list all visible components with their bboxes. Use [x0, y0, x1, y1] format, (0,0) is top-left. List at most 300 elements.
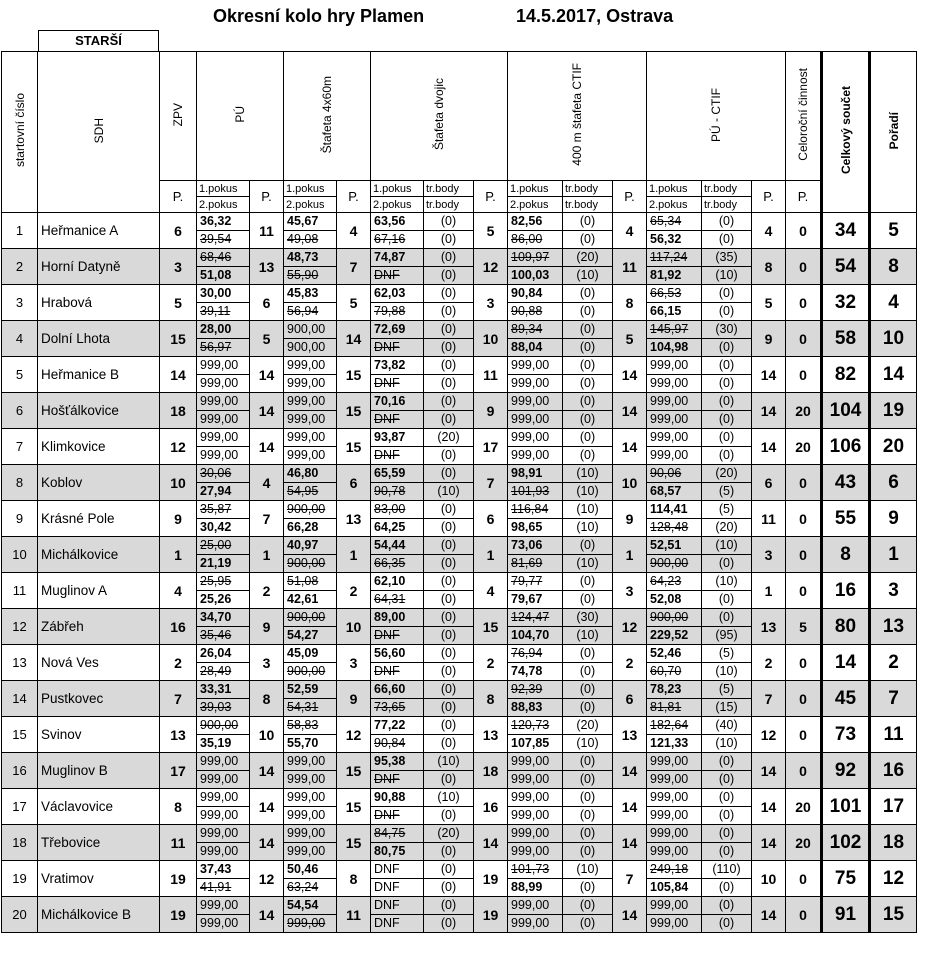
ctif-penalty-1: (10)	[563, 465, 613, 483]
table-row	[2, 681, 917, 699]
pu-attempt-1: 999,00	[197, 429, 250, 447]
dvojic-penalty-1: (0)	[424, 249, 474, 267]
header-p-zpv: P.	[160, 181, 197, 213]
stafeta-place: 15	[337, 825, 371, 861]
table-row	[2, 789, 917, 807]
stafeta-place: 15	[337, 753, 371, 789]
table-row	[2, 321, 917, 339]
zpv-place: 15	[160, 321, 197, 357]
dvojic-place: 19	[474, 861, 508, 897]
pu-ctif-attempt-1: 999,00	[647, 897, 702, 915]
dvojic-penalty-1: (10)	[424, 789, 474, 807]
stafeta-attempt-2: 900,00	[284, 339, 337, 357]
start-number: 9	[2, 501, 38, 537]
zpv-place: 3	[160, 249, 197, 285]
final-rank: 13	[870, 609, 917, 645]
start-number: 4	[2, 321, 38, 357]
pu-ctif-penalty-1: (40)	[702, 717, 752, 735]
ctif-penalty-1: (0)	[563, 681, 613, 699]
ctif-penalty-1: (0)	[563, 897, 613, 915]
pu-ctif-penalty-1: (0)	[702, 429, 752, 447]
pu-ctif-place: 14	[752, 357, 786, 393]
ctif-place: 7	[613, 861, 647, 897]
stafeta-place: 7	[337, 249, 371, 285]
stafeta-attempt-2: 66,28	[284, 519, 337, 537]
dvojic-penalty-2: (0)	[424, 267, 474, 285]
ctif-place: 3	[613, 573, 647, 609]
final-rank: 4	[870, 285, 917, 321]
pu-ctif-penalty-1: (0)	[702, 285, 752, 303]
ctif-penalty-2: (0)	[563, 663, 613, 681]
stafeta-attempt-1: 999,00	[284, 429, 337, 447]
pu-attempt-1: 68,46	[197, 249, 250, 267]
pu-attempt-1: 28,00	[197, 321, 250, 339]
stafeta-attempt-2: 49,08	[284, 231, 337, 249]
start-number: 18	[2, 825, 38, 861]
dvojic-place: 1	[474, 537, 508, 573]
dvojic-penalty-1: (0)	[424, 573, 474, 591]
final-rank: 12	[870, 861, 917, 897]
pu-ctif-penalty-2: (15)	[702, 699, 752, 717]
final-rank: 7	[870, 681, 917, 717]
final-rank: 16	[870, 753, 917, 789]
pu-ctif-attempt-1: 114,41	[647, 501, 702, 519]
ctif-penalty-2: (0)	[563, 771, 613, 789]
team-name: Vratimov	[38, 861, 160, 897]
table-row	[2, 897, 917, 915]
celorocni-points: 0	[786, 285, 822, 321]
pu-attempt-1: 999,00	[197, 357, 250, 375]
dvojic-attempt-2: DNF	[371, 375, 424, 393]
pu-ctif-penalty-2: (0)	[702, 771, 752, 789]
celorocni-points: 0	[786, 357, 822, 393]
dvojic-place: 7	[474, 465, 508, 501]
pu-place: 14	[250, 753, 284, 789]
stafeta-attempt-2: 999,00	[284, 447, 337, 465]
stafeta-attempt-1: 58,83	[284, 717, 337, 735]
final-rank: 2	[870, 645, 917, 681]
pu-ctif-attempt-2: 105,84	[647, 879, 702, 897]
stafeta-attempt-2: 999,00	[284, 411, 337, 429]
pu-ctif-attempt-2: 999,00	[647, 447, 702, 465]
dvojic-penalty-2: (0)	[424, 447, 474, 465]
dvojic-attempt-2: 80,75	[371, 843, 424, 861]
pu-place: 4	[250, 465, 284, 501]
total-sum: 43	[822, 465, 870, 501]
pu-ctif-penalty-2: (0)	[702, 555, 752, 573]
pu-ctif-place: 6	[752, 465, 786, 501]
start-number: 15	[2, 717, 38, 753]
header-trbody: tr.body	[563, 181, 613, 197]
stafeta-attempt-1: 40,97	[284, 537, 337, 555]
stafeta-attempt-1: 999,00	[284, 789, 337, 807]
total-sum: 80	[822, 609, 870, 645]
ctif-penalty-2: (10)	[563, 555, 613, 573]
pu-attempt-2: 999,00	[197, 375, 250, 393]
header-stafeta-dvojic: Štafeta dvojic	[371, 52, 508, 181]
pu-ctif-penalty-1: (110)	[702, 861, 752, 879]
ctif-attempt-1: 116,84	[508, 501, 563, 519]
ctif-penalty-2: (0)	[563, 807, 613, 825]
pu-ctif-penalty-1: (0)	[702, 897, 752, 915]
zpv-place: 12	[160, 429, 197, 465]
pu-attempt-1: 999,00	[197, 753, 250, 771]
dvojic-penalty-1: (0)	[424, 357, 474, 375]
ctif-place: 14	[613, 753, 647, 789]
stafeta-attempt-1: 46,80	[284, 465, 337, 483]
stafeta-attempt-1: 51,08	[284, 573, 337, 591]
dvojic-penalty-2: (0)	[424, 339, 474, 357]
ctif-penalty-1: (30)	[563, 609, 613, 627]
dvojic-penalty-2: (0)	[424, 843, 474, 861]
ctif-attempt-1: 120,73	[508, 717, 563, 735]
pu-ctif-penalty-2: (0)	[702, 375, 752, 393]
ctif-attempt-2: 88,04	[508, 339, 563, 357]
stafeta-attempt-2: 900,00	[284, 555, 337, 573]
header-trbody: tr.body	[424, 181, 474, 197]
pu-ctif-attempt-1: 52,46	[647, 645, 702, 663]
dvojic-penalty-1: (0)	[424, 645, 474, 663]
ctif-penalty-2: (0)	[563, 843, 613, 861]
pu-attempt-2: 30,42	[197, 519, 250, 537]
pu-attempt-2: 999,00	[197, 447, 250, 465]
dvojic-attempt-1: 83,00	[371, 501, 424, 519]
pu-ctif-place: 14	[752, 897, 786, 933]
stafeta-attempt-1: 900,00	[284, 609, 337, 627]
ctif-place: 13	[613, 717, 647, 753]
final-rank: 1	[870, 537, 917, 573]
pu-ctif-penalty-2: (5)	[702, 483, 752, 501]
header-celorocni: Celoroční činnost	[786, 52, 822, 181]
ctif-penalty-1: (0)	[563, 537, 613, 555]
pu-ctif-attempt-2: 52,08	[647, 591, 702, 609]
celorocni-points: 20	[786, 789, 822, 825]
start-number: 1	[2, 213, 38, 249]
pu-ctif-place: 9	[752, 321, 786, 357]
ctif-penalty-1: (10)	[563, 501, 613, 519]
dvojic-penalty-2: (0)	[424, 231, 474, 249]
header-p-pu-ctif: P.	[752, 181, 786, 213]
pu-ctif-attempt-2: 68,57	[647, 483, 702, 501]
stafeta-attempt-1: 52,59	[284, 681, 337, 699]
stafeta-attempt-2: 55,90	[284, 267, 337, 285]
total-sum: 8	[822, 537, 870, 573]
dvojic-place: 6	[474, 501, 508, 537]
dvojic-penalty-1: (0)	[424, 537, 474, 555]
header-pokus2: 2.pokus	[647, 197, 702, 213]
ctif-attempt-2: 100,03	[508, 267, 563, 285]
dvojic-place: 8	[474, 681, 508, 717]
ctif-attempt-1: 73,06	[508, 537, 563, 555]
total-sum: 104	[822, 393, 870, 429]
pu-attempt-2: 39,11	[197, 303, 250, 321]
category-label: STARŠÍ	[38, 30, 159, 51]
celorocni-points: 0	[786, 861, 822, 897]
start-number: 2	[2, 249, 38, 285]
pu-place: 6	[250, 285, 284, 321]
dvojic-attempt-1: 90,88	[371, 789, 424, 807]
ctif-penalty-1: (0)	[563, 825, 613, 843]
ctif-attempt-1: 82,56	[508, 213, 563, 231]
pu-ctif-penalty-2: (10)	[702, 267, 752, 285]
ctif-place: 2	[613, 645, 647, 681]
pu-ctif-attempt-2: 999,00	[647, 411, 702, 429]
total-sum: 45	[822, 681, 870, 717]
pu-ctif-place: 7	[752, 681, 786, 717]
zpv-place: 8	[160, 789, 197, 825]
pu-ctif-attempt-1: 999,00	[647, 357, 702, 375]
dvojic-attempt-2: DNF	[371, 879, 424, 897]
team-name: Michálkovice B	[38, 897, 160, 933]
ctif-penalty-1: (10)	[563, 861, 613, 879]
ctif-penalty-2: (0)	[563, 303, 613, 321]
table-row	[2, 573, 917, 591]
dvojic-place: 11	[474, 357, 508, 393]
start-number: 19	[2, 861, 38, 897]
team-name: Pustkovec	[38, 681, 160, 717]
ctif-attempt-2: 86,00	[508, 231, 563, 249]
header-p-stafeta: P.	[337, 181, 371, 213]
ctif-attempt-2: 81,69	[508, 555, 563, 573]
dvojic-penalty-2: (0)	[424, 303, 474, 321]
ctif-attempt-1: 999,00	[508, 429, 563, 447]
pu-attempt-1: 34,70	[197, 609, 250, 627]
dvojic-attempt-1: 72,69	[371, 321, 424, 339]
team-name: Zábřeh	[38, 609, 160, 645]
total-sum: 73	[822, 717, 870, 753]
dvojic-penalty-1: (0)	[424, 393, 474, 411]
pu-ctif-attempt-1: 999,00	[647, 393, 702, 411]
stafeta-place: 6	[337, 465, 371, 501]
dvojic-attempt-2: 64,31	[371, 591, 424, 609]
final-rank: 9	[870, 501, 917, 537]
dvojic-attempt-1: 73,82	[371, 357, 424, 375]
ctif-penalty-1: (0)	[563, 357, 613, 375]
start-number: 8	[2, 465, 38, 501]
pu-place: 1	[250, 537, 284, 573]
stafeta-attempt-2: 999,00	[284, 375, 337, 393]
celorocni-points: 0	[786, 753, 822, 789]
pu-ctif-attempt-1: 999,00	[647, 825, 702, 843]
team-name: Hrabová	[38, 285, 160, 321]
stafeta-place: 2	[337, 573, 371, 609]
zpv-place: 17	[160, 753, 197, 789]
table-row	[2, 645, 917, 663]
stafeta-attempt-1: 999,00	[284, 393, 337, 411]
ctif-attempt-2: 90,88	[508, 303, 563, 321]
stafeta-attempt-1: 50,46	[284, 861, 337, 879]
ctif-penalty-2: (0)	[563, 699, 613, 717]
pu-attempt-2: 51,08	[197, 267, 250, 285]
final-rank: 20	[870, 429, 917, 465]
dvojic-penalty-2: (0)	[424, 591, 474, 609]
pu-attempt-1: 37,43	[197, 861, 250, 879]
pu-ctif-attempt-1: 90,06	[647, 465, 702, 483]
pu-ctif-penalty-2: (10)	[702, 663, 752, 681]
pu-attempt-2: 999,00	[197, 411, 250, 429]
table-row	[2, 717, 917, 735]
pu-place: 13	[250, 249, 284, 285]
dvojic-penalty-1: (0)	[424, 285, 474, 303]
pu-place: 12	[250, 861, 284, 897]
ctif-penalty-1: (0)	[563, 573, 613, 591]
dvojic-attempt-1: 63,56	[371, 213, 424, 231]
header-pokus2: 2.pokus	[371, 197, 424, 213]
zpv-place: 19	[160, 897, 197, 933]
header-p-celorocni: P.	[786, 181, 822, 213]
total-sum: 75	[822, 861, 870, 897]
table-row	[2, 861, 917, 879]
dvojic-place: 3	[474, 285, 508, 321]
ctif-attempt-2: 74,78	[508, 663, 563, 681]
pu-attempt-2: 999,00	[197, 843, 250, 861]
celorocni-points: 20	[786, 393, 822, 429]
pu-ctif-attempt-2: 229,52	[647, 627, 702, 645]
ctif-penalty-2: (10)	[563, 735, 613, 753]
event-date: 14.5.2017, Ostrava	[516, 6, 674, 26]
pu-ctif-penalty-2: (0)	[702, 339, 752, 357]
ctif-penalty-1: (0)	[563, 789, 613, 807]
pu-ctif-penalty-2: (0)	[702, 915, 752, 933]
ctif-attempt-1: 98,91	[508, 465, 563, 483]
ctif-penalty-2: (0)	[563, 447, 613, 465]
pu-attempt-1: 33,31	[197, 681, 250, 699]
stafeta-attempt-1: 45,09	[284, 645, 337, 663]
dvojic-penalty-2: (0)	[424, 411, 474, 429]
pu-ctif-attempt-1: 999,00	[647, 789, 702, 807]
ctif-penalty-1: (0)	[563, 645, 613, 663]
pu-ctif-penalty-2: (0)	[702, 879, 752, 897]
ctif-attempt-2: 999,00	[508, 915, 563, 933]
ctif-penalty-2: (10)	[563, 627, 613, 645]
ctif-place: 11	[613, 249, 647, 285]
stafeta-place: 4	[337, 213, 371, 249]
pu-ctif-place: 2	[752, 645, 786, 681]
dvojic-attempt-2: 90,78	[371, 483, 424, 501]
pu-ctif-place: 10	[752, 861, 786, 897]
pu-ctif-attempt-2: 104,98	[647, 339, 702, 357]
zpv-place: 19	[160, 861, 197, 897]
zpv-place: 13	[160, 717, 197, 753]
pu-place: 14	[250, 789, 284, 825]
ctif-penalty-1: (0)	[563, 753, 613, 771]
pu-ctif-attempt-1: 66,53	[647, 285, 702, 303]
pu-attempt-1: 999,00	[197, 825, 250, 843]
pu-ctif-penalty-1: (0)	[702, 393, 752, 411]
dvojic-attempt-1: 70,16	[371, 393, 424, 411]
pu-place: 14	[250, 393, 284, 429]
dvojic-attempt-2: 73,65	[371, 699, 424, 717]
pu-attempt-2: 39,54	[197, 231, 250, 249]
pu-ctif-place: 11	[752, 501, 786, 537]
stafeta-attempt-1: 900,00	[284, 321, 337, 339]
stafeta-place: 1	[337, 537, 371, 573]
ctif-attempt-2: 88,83	[508, 699, 563, 717]
pu-ctif-penalty-2: (20)	[702, 519, 752, 537]
pu-ctif-penalty-1: (0)	[702, 357, 752, 375]
stafeta-place: 15	[337, 393, 371, 429]
pu-attempt-1: 26,04	[197, 645, 250, 663]
pu-attempt-1: 900,00	[197, 717, 250, 735]
ctif-place: 14	[613, 789, 647, 825]
start-number: 5	[2, 357, 38, 393]
pu-place: 14	[250, 357, 284, 393]
pu-attempt-1: 36,32	[197, 213, 250, 231]
start-number: 7	[2, 429, 38, 465]
pu-ctif-place: 1	[752, 573, 786, 609]
pu-attempt-2: 35,46	[197, 627, 250, 645]
dvojic-penalty-1: (0)	[424, 609, 474, 627]
pu-ctif-attempt-2: 128,48	[647, 519, 702, 537]
pu-ctif-attempt-2: 900,00	[647, 555, 702, 573]
header-pokus2: 2.pokus	[197, 197, 250, 213]
ctif-place: 9	[613, 501, 647, 537]
pu-ctif-attempt-1: 999,00	[647, 429, 702, 447]
dvojic-penalty-2: (0)	[424, 375, 474, 393]
final-rank: 17	[870, 789, 917, 825]
header-pokus2: 2.pokus	[508, 197, 563, 213]
dvojic-attempt-2: DNF	[371, 267, 424, 285]
ctif-penalty-1: (0)	[563, 321, 613, 339]
pu-ctif-attempt-1: 999,00	[647, 753, 702, 771]
ctif-penalty-2: (10)	[563, 267, 613, 285]
dvojic-penalty-1: (0)	[424, 465, 474, 483]
ctif-penalty-2: (0)	[563, 231, 613, 249]
pu-ctif-penalty-1: (0)	[702, 789, 752, 807]
stafeta-attempt-2: 999,00	[284, 843, 337, 861]
ctif-attempt-2: 999,00	[508, 447, 563, 465]
table-row	[2, 609, 917, 627]
dvojic-penalty-2: (0)	[424, 519, 474, 537]
total-sum: 58	[822, 321, 870, 357]
pu-ctif-attempt-2: 999,00	[647, 807, 702, 825]
zpv-place: 10	[160, 465, 197, 501]
stafeta-attempt-2: 63,24	[284, 879, 337, 897]
ctif-attempt-1: 999,00	[508, 357, 563, 375]
page-title: Okresní kolo hry Plamen	[213, 6, 425, 26]
pu-attempt-2: 999,00	[197, 771, 250, 789]
team-name: Heřmanice B	[38, 357, 160, 393]
pu-ctif-penalty-2: (0)	[702, 591, 752, 609]
dvojic-place: 9	[474, 393, 508, 429]
pu-ctif-attempt-2: 81,92	[647, 267, 702, 285]
dvojic-place: 17	[474, 429, 508, 465]
dvojic-attempt-1: 74,87	[371, 249, 424, 267]
header-pokus1: 1.pokus	[508, 181, 563, 197]
pu-place: 2	[250, 573, 284, 609]
stafeta-attempt-1: 999,00	[284, 357, 337, 375]
ctif-penalty-2: (0)	[563, 879, 613, 897]
final-rank: 19	[870, 393, 917, 429]
dvojic-penalty-1: (0)	[424, 681, 474, 699]
ctif-penalty-1: (0)	[563, 213, 613, 231]
pu-ctif-place: 5	[752, 285, 786, 321]
pu-ctif-penalty-1: (20)	[702, 465, 752, 483]
start-number: 14	[2, 681, 38, 717]
pu-ctif-attempt-2: 56,32	[647, 231, 702, 249]
zpv-place: 7	[160, 681, 197, 717]
pu-attempt-2: 21,19	[197, 555, 250, 573]
ctif-penalty-2: (10)	[563, 519, 613, 537]
team-name: Třebovice	[38, 825, 160, 861]
dvojic-attempt-1: 56,60	[371, 645, 424, 663]
team-name: Dolní Lhota	[38, 321, 160, 357]
dvojic-attempt-2: 90,84	[371, 735, 424, 753]
pu-ctif-place: 14	[752, 753, 786, 789]
dvojic-penalty-2: (0)	[424, 771, 474, 789]
pu-ctif-attempt-2: 999,00	[647, 915, 702, 933]
total-sum: 91	[822, 897, 870, 933]
